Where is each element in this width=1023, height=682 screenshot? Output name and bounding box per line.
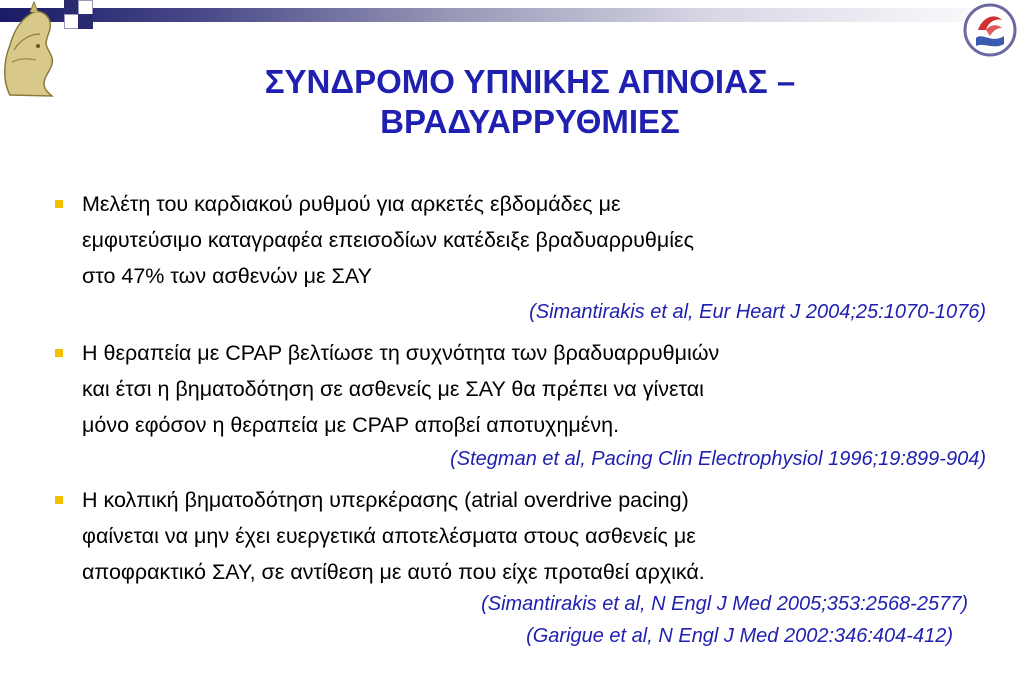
title-line-1: ΣΥΝΔΡΟΜΟ ΥΠΝΙΚΗΣ ΑΠΝΟΙΑΣ – [264,63,796,100]
bullet-3-line-1: Η κολπική βηματοδότηση υπερκέρασης (atrial overdrive pacing) [82,488,689,512]
circular-emblem-logo-icon [962,2,1018,58]
reference-citation: (Simantirakis et al, N Engl J Med 2005;353:2568-2577) [481,593,968,615]
bullet-1-line-1: Μελέτη του καρδιακού ρυθμού για αρκετές εβδομάδες με [82,192,621,216]
bullet-1-line-3: στο 47% των ασθενών με ΣΑΥ [82,264,372,288]
corner-square [64,0,79,15]
reference-citation: (Stegman et al, Pacing Clin Electrophysiol 1996;19:899-904) [450,448,986,470]
bullet-marker [55,200,63,208]
bullet-3-line-3: αποφρακτικό ΣΑΥ, σε αντίθεση με αυτό που είχε προταθεί αρχικά. [82,560,705,584]
corner-square [64,14,79,29]
bullet-2-line-3: μόνο εφόσον η θεραπεία με CPAP αποβεί αποτυχημένη. [82,413,620,437]
bullet-marker [55,349,63,357]
reference-citation: (Simantirakis et al, Eur Heart J 2004;25:1070-1076) [529,301,986,323]
athena-head-logo-icon [0,0,60,100]
top-gradient-bar [0,8,1023,22]
bullet-marker [55,496,63,504]
bullet-3-line-2: φαίνεται να μην έχει ευεργετικά αποτελέσματα στους ασθενείς με [82,524,696,548]
corner-square [78,14,93,29]
bullet-2-line-2: και έτσι η βηματοδότηση σε ασθενείς με ΣΑΥ θα πρέπει να γίνεται [82,377,704,401]
reference-citation: (Garigue et al, N Engl J Med 2002:346:404-412) [526,625,953,647]
page-title [120,62,940,142]
corner-square [78,0,93,15]
bullet-2-line-1: Η θεραπεία με CPAP βελτίωσε τη συχνότητα των βραδυαρρυθμιών [82,341,720,365]
title-line-2: ΒΡΑΔΥΑΡΡΥΘΜΙΕΣ [380,103,680,140]
bullet-1-line-2: εμφυτεύσιμο καταγραφέα επεισοδίων κατέδειξε βραδυαρρυθμίες [82,228,694,252]
